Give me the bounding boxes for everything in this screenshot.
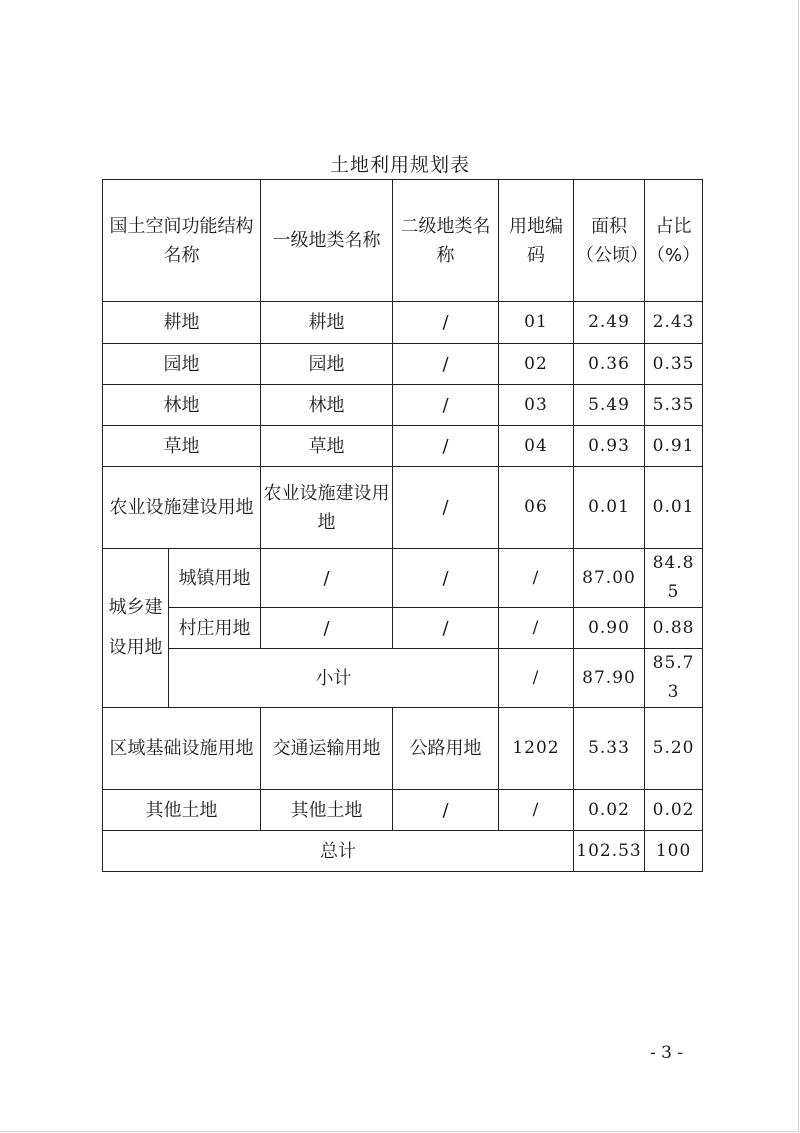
cell-level2: /: [393, 385, 499, 426]
cell-level2: /: [393, 790, 499, 831]
land-use-table: [102, 179, 703, 872]
table-title: 土地利用规划表: [329, 154, 470, 176]
header-level2: 二级地类名称: [393, 180, 499, 302]
cell-area: 87.00: [574, 549, 645, 608]
table-row: [103, 467, 703, 549]
cell-area: 5.49: [574, 385, 645, 426]
cell-level2: 公路用地: [393, 708, 499, 790]
cell-area: 0.90: [574, 608, 645, 649]
cell-level1: 其他土地: [261, 790, 393, 831]
cell-name: 村庄用地: [169, 608, 261, 649]
table-row: [103, 344, 703, 385]
cell-name: 草地: [103, 426, 261, 467]
cell-ratio: 5.20: [645, 708, 703, 790]
cell-name: 农业设施建设用地: [103, 467, 261, 549]
cell-area: 0.02: [574, 790, 645, 831]
cell-level1: 耕地: [261, 302, 393, 344]
cell-total-ratio: 100: [645, 831, 703, 872]
table-row: [103, 790, 703, 831]
header-row: [103, 180, 703, 302]
table-row: [103, 708, 703, 790]
header-area: 面积（公顷）: [574, 180, 645, 302]
cell-level1: 园地: [261, 344, 393, 385]
cell-code: 02: [499, 344, 574, 385]
cell-code: 1202: [499, 708, 574, 790]
cell-level2: /: [393, 608, 499, 649]
total-row: [103, 831, 703, 872]
cell-level1: 交通运输用地: [261, 708, 393, 790]
cell-ratio: 2.43: [645, 302, 703, 344]
cell-level1: 林地: [261, 385, 393, 426]
cell-level1: /: [261, 549, 393, 608]
cell-name: 其他土地: [103, 790, 261, 831]
table-row: [103, 426, 703, 467]
header-code: 用地编码: [499, 180, 574, 302]
cell-ratio: 5.35: [645, 385, 703, 426]
cell-level2: /: [393, 467, 499, 549]
cell-code: /: [499, 549, 574, 608]
table-row: [103, 385, 703, 426]
cell-ratio: 85.73: [645, 649, 703, 708]
cell-level2: /: [393, 344, 499, 385]
cell-code: 03: [499, 385, 574, 426]
cell-area: 0.93: [574, 426, 645, 467]
header-level1: 一级地类名称: [261, 180, 393, 302]
cell-area: 2.49: [574, 302, 645, 344]
cell-ratio: 0.01: [645, 467, 703, 549]
cell-code: /: [499, 790, 574, 831]
cell-urban-rural-group: 城乡建设用地: [103, 549, 169, 708]
subtotal-row: [103, 649, 703, 708]
header-function-structure: 国土空间功能结构名称: [103, 180, 261, 302]
cell-area: 0.01: [574, 467, 645, 549]
cell-level2: /: [393, 302, 499, 344]
page-number: - 3 -: [650, 1043, 684, 1063]
cell-ratio: 0.88: [645, 608, 703, 649]
table-row: [103, 608, 703, 649]
cell-ratio: 0.91: [645, 426, 703, 467]
cell-level1: /: [261, 608, 393, 649]
table-row: [103, 549, 703, 608]
cell-area: 0.36: [574, 344, 645, 385]
cell-subtotal-label: 小计: [169, 649, 499, 708]
header-ratio: 占比（%）: [645, 180, 703, 302]
cell-name: 区域基础设施用地: [103, 708, 261, 790]
cell-level2: /: [393, 549, 499, 608]
cell-level2: /: [393, 426, 499, 467]
cell-ratio: 0.35: [645, 344, 703, 385]
cell-name: 耕地: [103, 302, 261, 344]
cell-area: 87.90: [574, 649, 645, 708]
table-row: [103, 302, 703, 344]
cell-ratio: 84.85: [645, 549, 703, 608]
cell-total-label: 总计: [103, 831, 574, 872]
cell-code: /: [499, 649, 574, 708]
cell-code: /: [499, 608, 574, 649]
cell-level1: 草地: [261, 426, 393, 467]
cell-ratio: 0.02: [645, 790, 703, 831]
cell-name: 城镇用地: [169, 549, 261, 608]
cell-total-area: 102.53: [574, 831, 645, 872]
cell-area: 5.33: [574, 708, 645, 790]
cell-code: 06: [499, 467, 574, 549]
cell-name: 园地: [103, 344, 261, 385]
cell-code: 01: [499, 302, 574, 344]
cell-name: 林地: [103, 385, 261, 426]
cell-level1: 农业设施建设用地: [261, 467, 393, 549]
cell-code: 04: [499, 426, 574, 467]
